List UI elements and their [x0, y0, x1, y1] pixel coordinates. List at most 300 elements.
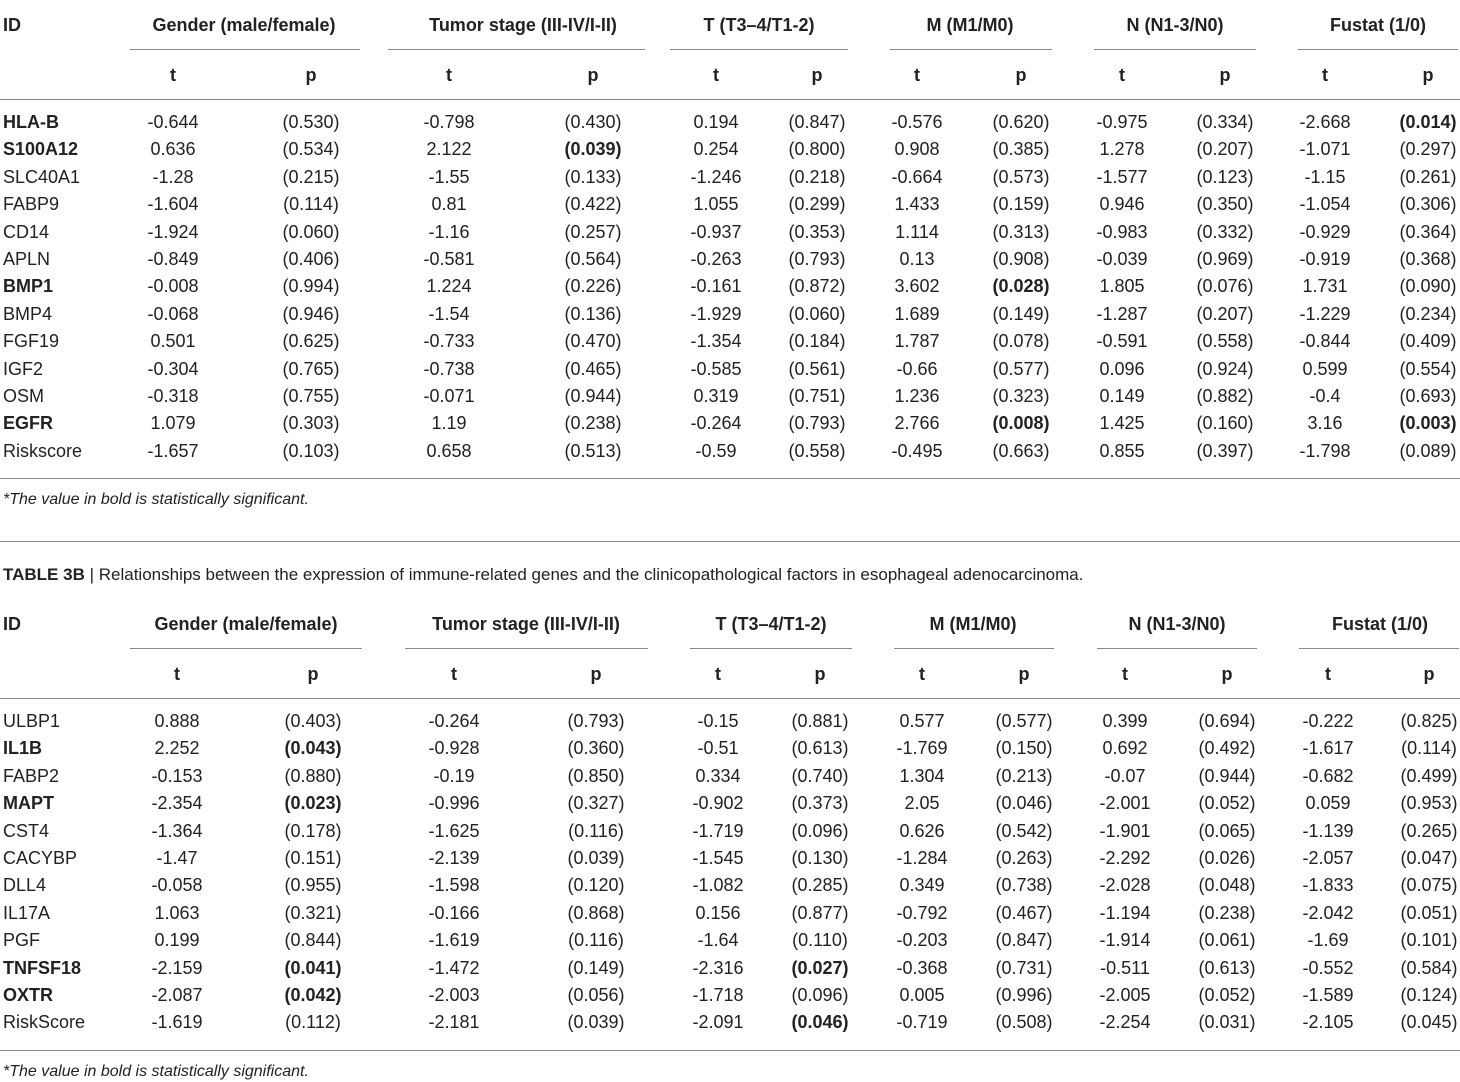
p-value: (0.880): [284, 765, 342, 786]
t-value: -0.368: [896, 957, 948, 978]
p-value: (0.508): [995, 1012, 1053, 1033]
t-value: -1.617: [1302, 738, 1354, 759]
table-row: [0, 167, 1460, 194]
t-value: -1.28: [152, 166, 194, 187]
p-value: (0.847): [995, 930, 1053, 951]
t-value: -1.924: [147, 221, 199, 242]
row-id: IL17A: [3, 902, 51, 923]
p-value: (0.755): [282, 386, 340, 406]
p-value: (0.872): [788, 276, 846, 297]
group-header: Tumor stage (III-IV/I-II): [429, 15, 617, 35]
p-value: (0.564): [564, 249, 622, 269]
p-value: (0.793): [788, 249, 846, 269]
p-value: (0.047): [1400, 848, 1458, 868]
t-value: 1.689: [894, 303, 940, 324]
p-value: (0.334): [1196, 112, 1254, 132]
p-value: (0.908): [992, 249, 1050, 269]
sub-header-t: t: [919, 664, 925, 684]
t-value: 0.501: [150, 331, 196, 352]
sub-header-p: p: [590, 664, 602, 684]
row-id: FABP2: [3, 765, 60, 786]
t-value: -0.166: [428, 902, 480, 923]
p-value: (0.558): [788, 440, 846, 461]
t-value: -2.316: [692, 957, 744, 978]
p-value: (0.534): [282, 139, 340, 160]
p-value: (0.299): [788, 194, 846, 215]
t-value: -0.51: [697, 738, 739, 759]
row-id: S100A12: [3, 139, 79, 160]
p-value: (0.332): [1196, 221, 1254, 242]
group-underline: [1097, 648, 1257, 649]
p-value: (0.215): [282, 166, 340, 187]
t-value: -0.682: [1302, 765, 1354, 786]
p-value: (0.014): [1399, 112, 1457, 132]
p-value: (0.364): [1399, 221, 1457, 242]
t-value: -0.928: [428, 738, 480, 759]
t-value: 1.787: [894, 331, 940, 352]
t-value: -0.664: [891, 166, 943, 187]
row-id: OXTR: [3, 985, 54, 1005]
t-value: -0.591: [1096, 331, 1148, 352]
p-value: (0.042): [284, 985, 342, 1005]
t-value: -2.668: [1299, 112, 1351, 132]
p-value: (0.313): [992, 221, 1050, 242]
t-value: -1.625: [428, 820, 480, 841]
p-value: (0.226): [564, 276, 622, 297]
p-value: (0.114): [283, 194, 339, 215]
t-value: 0.096: [1099, 358, 1145, 379]
p-value: (0.613): [791, 738, 849, 759]
t-value: -0.495: [891, 440, 943, 461]
t-value: -2.057: [1302, 848, 1354, 868]
t-value: -1.55: [428, 166, 470, 187]
t-value: 0.005: [899, 985, 945, 1005]
table-a-bottom-rule: [0, 478, 1460, 479]
p-value: (0.353): [788, 221, 846, 242]
t-value: -1.769: [896, 738, 948, 759]
p-value: (0.234): [1399, 303, 1457, 324]
group-underline: [670, 49, 848, 50]
p-value: (0.003): [1399, 413, 1457, 434]
row-id: BMP4: [3, 303, 53, 324]
group-underline: [130, 648, 362, 649]
group-underline: [1298, 49, 1458, 50]
p-value: (0.800): [788, 139, 846, 160]
t-value: -1.657: [147, 440, 199, 461]
row-id: PGF: [3, 930, 41, 951]
row-id: MAPT: [3, 793, 54, 814]
table-row: [0, 930, 1460, 957]
p-value: (0.360): [567, 738, 625, 759]
p-value: (0.008): [992, 413, 1050, 434]
row-id: CD14: [3, 221, 50, 242]
t-value: -0.071: [423, 386, 475, 406]
t-value: -0.996: [428, 793, 480, 814]
p-value: (0.694): [1198, 711, 1256, 731]
p-value: (0.793): [567, 711, 625, 731]
p-value: (0.045): [1400, 1012, 1458, 1033]
table-b-caption: [3, 565, 1083, 585]
t-value: -2.001: [1099, 793, 1151, 814]
t-value: 1.063: [154, 902, 200, 923]
t-value: -0.153: [151, 765, 203, 786]
t-value: -1.354: [690, 331, 742, 352]
group-underline: [890, 49, 1052, 50]
t-value: 3.16: [1307, 413, 1343, 434]
t-value: -2.087: [151, 985, 203, 1005]
table-row: [0, 304, 1460, 331]
p-value: (0.751): [788, 386, 846, 406]
sub-header-p: p: [1219, 65, 1231, 85]
table-b-sub-header: [0, 664, 1460, 694]
t-value: 0.254: [693, 139, 739, 160]
t-value: -1.16: [428, 221, 470, 242]
t-value: -1.798: [1299, 440, 1351, 461]
t-value: -1.577: [1096, 166, 1148, 187]
table-b-group-header: [0, 614, 1460, 644]
group-underline: [130, 49, 360, 50]
row-id: CACYBP: [3, 848, 78, 868]
p-value: (0.123): [1196, 166, 1254, 187]
t-value: -2.292: [1099, 848, 1151, 868]
sub-header-t: t: [446, 65, 452, 85]
p-value: (0.321): [284, 902, 342, 923]
group-header: Fustat (1/0): [1329, 15, 1427, 35]
p-value: (0.039): [567, 1012, 625, 1033]
t-value: -0.844: [1299, 331, 1351, 352]
p-value: (0.577): [992, 358, 1050, 379]
t-value: -1.287: [1096, 303, 1148, 324]
p-value: (0.028): [992, 276, 1050, 297]
p-value: (0.110): [792, 930, 848, 951]
p-value: (0.031): [1198, 1012, 1256, 1033]
p-value: (0.327): [567, 793, 625, 814]
group-header: T (T3–4/T1-2): [715, 614, 827, 634]
p-value: (0.103): [282, 440, 340, 461]
t-value: 0.626: [899, 820, 945, 841]
p-value: (0.955): [284, 875, 342, 896]
group-header: Tumor stage (III-IV/I-II): [432, 614, 620, 634]
p-value: (0.046): [995, 793, 1053, 814]
table-b-bottom-rule: [0, 1050, 1460, 1051]
t-value: -0.919: [1299, 249, 1351, 269]
t-value: -1.619: [151, 1012, 203, 1033]
p-value: (0.663): [992, 440, 1050, 461]
t-value: -1.139: [1302, 820, 1354, 841]
sub-header-p: p: [305, 65, 317, 85]
t-value: -0.902: [692, 793, 744, 814]
t-value: -0.222: [1302, 711, 1354, 731]
p-value: (0.944): [564, 386, 622, 406]
group-underline: [894, 648, 1054, 649]
sub-header-t: t: [451, 664, 457, 684]
t-value: -0.719: [896, 1012, 948, 1033]
p-value: (0.039): [564, 139, 622, 160]
p-value: (0.023): [284, 793, 342, 814]
sub-header-t: t: [174, 664, 180, 684]
t-value: -2.105: [1302, 1012, 1354, 1033]
t-value: -1.589: [1302, 985, 1354, 1005]
t-value: -1.246: [690, 166, 742, 187]
t-value: 0.399: [1102, 711, 1148, 731]
p-value: (0.151): [284, 848, 342, 868]
table-a-header-rule: [0, 99, 1460, 100]
p-value: (0.089): [1399, 440, 1457, 461]
p-value: (0.076): [1196, 276, 1254, 297]
row-id: EGFR: [3, 413, 54, 434]
p-value: (0.944): [1198, 765, 1256, 786]
sub-header-p: p: [1018, 664, 1030, 684]
t-value: -2.091: [692, 1012, 744, 1033]
id-column-header: ID: [3, 15, 21, 35]
p-value: (0.499): [1400, 765, 1458, 786]
t-value: -1.071: [1299, 139, 1351, 160]
t-value: -1.598: [428, 875, 480, 896]
t-value: -2.181: [428, 1012, 480, 1033]
t-value: -1.229: [1299, 303, 1351, 324]
p-value: (0.882): [1196, 386, 1254, 406]
p-value: (0.620): [992, 112, 1050, 132]
t-value: 1.055: [693, 194, 739, 215]
group-header: N (N1-3/N0): [1126, 15, 1224, 35]
p-value: (0.492): [1198, 738, 1256, 759]
t-value: -0.983: [1096, 221, 1148, 242]
p-value: (0.043): [284, 738, 342, 759]
t-value: -0.264: [690, 413, 742, 434]
p-value: (0.116): [568, 820, 624, 841]
p-value: (0.422): [564, 194, 622, 215]
p-value: (0.078): [992, 331, 1050, 352]
t-value: -1.054: [1299, 194, 1351, 215]
t-value: -0.15: [697, 711, 739, 731]
row-id: OSM: [3, 386, 45, 406]
group-header: M (M1/M0): [929, 614, 1017, 634]
p-value: (0.120): [567, 875, 625, 896]
p-value: (0.238): [1198, 902, 1256, 923]
t-value: 0.349: [899, 875, 945, 896]
sub-header-p: p: [1422, 65, 1434, 85]
p-value: (0.130): [791, 848, 849, 868]
table-row: [0, 386, 1460, 413]
p-value: (0.238): [564, 413, 622, 434]
p-value: (0.133): [564, 166, 622, 187]
row-id: FABP9: [3, 194, 60, 215]
p-value: (0.465): [564, 358, 622, 379]
group-underline: [690, 648, 852, 649]
t-value: -1.619: [428, 930, 480, 951]
t-value: 1.304: [899, 765, 945, 786]
t-value: -2.042: [1302, 902, 1354, 923]
p-value: (0.881): [791, 711, 849, 731]
table-row: [0, 413, 1460, 440]
p-value: (0.116): [568, 930, 624, 951]
p-value: (0.257): [564, 221, 622, 242]
t-value: 2.05: [904, 793, 940, 814]
group-header: Gender (male/female): [152, 15, 336, 35]
t-value: -0.203: [896, 930, 948, 951]
t-value: -0.264: [428, 711, 480, 731]
table-row: [0, 1012, 1460, 1039]
p-value: (0.048): [1198, 875, 1256, 896]
p-value: (0.385): [992, 139, 1050, 160]
row-id: IGF2: [3, 358, 44, 379]
table-row: [0, 276, 1460, 303]
p-value: (0.184): [788, 331, 846, 352]
p-value: (0.026): [1198, 848, 1256, 868]
table-row: [0, 958, 1460, 985]
t-value: -1.472: [428, 957, 480, 978]
p-value: (0.052): [1198, 793, 1256, 814]
section-divider: [0, 541, 1460, 542]
p-value: (0.731): [995, 957, 1053, 978]
group-header: Gender (male/female): [154, 614, 338, 634]
p-value: (0.368): [1399, 249, 1457, 269]
t-value: -0.975: [1096, 112, 1148, 132]
t-value: 1.079: [150, 413, 196, 434]
group-underline: [1299, 648, 1459, 649]
sub-header-p: p: [814, 664, 826, 684]
t-value: -0.733: [423, 331, 475, 352]
table-row: [0, 359, 1460, 386]
t-value: 0.156: [695, 902, 741, 923]
p-value: (0.218): [788, 166, 846, 187]
t-value: 2.252: [154, 738, 200, 759]
t-value: -2.003: [428, 985, 480, 1005]
p-value: (0.693): [1399, 386, 1457, 406]
table-row: [0, 441, 1460, 468]
table-row: [0, 875, 1460, 902]
t-value: -0.058: [151, 875, 203, 896]
table-row: [0, 331, 1460, 358]
p-value: (0.403): [284, 711, 342, 731]
t-value: -0.798: [423, 112, 475, 132]
table-a-footnote: *The value in bold is statistically significant.: [3, 491, 309, 508]
p-value: (0.584): [1400, 957, 1458, 978]
t-value: 0.636: [150, 139, 196, 160]
t-value: 0.199: [154, 930, 200, 951]
sub-header-p: p: [1221, 664, 1233, 684]
caption-text: Relationships between the expression of immune-related genes and the clinicopathological factors in esophageal adenocarcinoma.: [98, 565, 1084, 584]
t-value: -2.159: [151, 957, 203, 978]
t-value: 0.946: [1099, 194, 1145, 215]
p-value: (0.561): [788, 358, 846, 379]
p-value: (0.994): [282, 276, 340, 297]
p-value: (0.373): [791, 793, 849, 814]
p-value: (0.052): [1198, 985, 1256, 1005]
t-value: 0.13: [899, 249, 935, 269]
p-value: (0.850): [567, 765, 625, 786]
t-value: -1.54: [428, 303, 470, 324]
t-value: -0.263: [690, 249, 742, 269]
t-value: -0.4: [1309, 386, 1341, 406]
p-value: (0.150): [995, 738, 1053, 759]
t-value: -0.304: [147, 358, 199, 379]
p-value: (0.160): [1196, 413, 1254, 434]
t-value: -0.511: [1100, 957, 1150, 978]
table-a-sub-header: [0, 65, 1460, 95]
p-value: (0.207): [1196, 139, 1254, 160]
t-value: 0.81: [431, 194, 467, 215]
table-row: [0, 194, 1460, 221]
p-value: (0.924): [1196, 358, 1254, 379]
caption-label: TABLE 3B: [3, 565, 85, 584]
t-value: -0.849: [147, 249, 199, 269]
t-value: 1.433: [894, 194, 940, 215]
t-value: -1.47: [156, 848, 198, 868]
t-value: 1.19: [431, 413, 467, 434]
p-value: (0.409): [1399, 331, 1457, 352]
t-value: 0.149: [1099, 386, 1145, 406]
caption-separator: |: [89, 565, 95, 584]
p-value: (0.765): [282, 358, 340, 379]
t-value: -0.738: [423, 358, 475, 379]
table-row: [0, 738, 1460, 765]
sub-header-t: t: [715, 664, 721, 684]
t-value: -0.937: [690, 221, 742, 242]
t-value: -0.59: [695, 440, 737, 461]
t-value: 0.599: [1302, 358, 1348, 379]
t-value: -1.194: [1099, 902, 1151, 923]
p-value: (0.112): [285, 1012, 341, 1033]
p-value: (0.868): [567, 902, 625, 923]
t-value: 1.224: [426, 276, 472, 297]
t-value: -1.929: [690, 303, 742, 324]
p-value: (0.039): [567, 848, 625, 868]
p-value: (0.996): [995, 985, 1053, 1005]
t-value: 1.805: [1099, 276, 1145, 297]
p-value: (0.613): [1198, 957, 1256, 978]
p-value: (0.969): [1196, 249, 1254, 269]
t-value: -0.581: [423, 249, 475, 269]
t-value: 0.855: [1099, 440, 1145, 461]
group-underline: [405, 648, 648, 649]
p-value: (0.136): [564, 303, 622, 324]
row-id: SLC40A1: [3, 166, 81, 187]
row-id: TNFSF18: [3, 957, 82, 978]
p-value: (0.213): [995, 765, 1053, 786]
t-value: -0.585: [690, 358, 742, 379]
p-value: (0.285): [791, 875, 849, 896]
t-value: -0.161: [690, 276, 742, 297]
t-value: -2.139: [428, 848, 480, 868]
p-value: (0.297): [1399, 139, 1457, 160]
table-row: [0, 222, 1460, 249]
t-value: 1.425: [1099, 413, 1145, 434]
p-value: (0.946): [282, 303, 340, 324]
p-value: (0.124): [1400, 985, 1458, 1005]
p-value: (0.159): [992, 194, 1050, 215]
row-id: APLN: [3, 249, 51, 269]
t-value: 0.692: [1102, 738, 1148, 759]
p-value: (0.207): [1196, 303, 1254, 324]
group-header: T (T3–4/T1-2): [703, 15, 815, 35]
t-value: -1.901: [1099, 820, 1151, 841]
t-value: 2.766: [894, 413, 940, 434]
sub-header-p: p: [307, 664, 319, 684]
table-row: [0, 903, 1460, 930]
t-value: 0.658: [426, 440, 472, 461]
sub-header-t: t: [1325, 664, 1331, 684]
table-b-header-rule: [0, 698, 1460, 699]
table-row: [0, 249, 1460, 276]
p-value: (0.261): [1399, 166, 1457, 187]
p-value: (0.056): [567, 985, 625, 1005]
p-value: (0.558): [1196, 331, 1254, 352]
p-value: (0.060): [788, 303, 846, 324]
id-column-header: ID: [3, 614, 21, 634]
t-value: -0.576: [891, 112, 943, 132]
group-header: Fustat (1/0): [1331, 614, 1429, 634]
